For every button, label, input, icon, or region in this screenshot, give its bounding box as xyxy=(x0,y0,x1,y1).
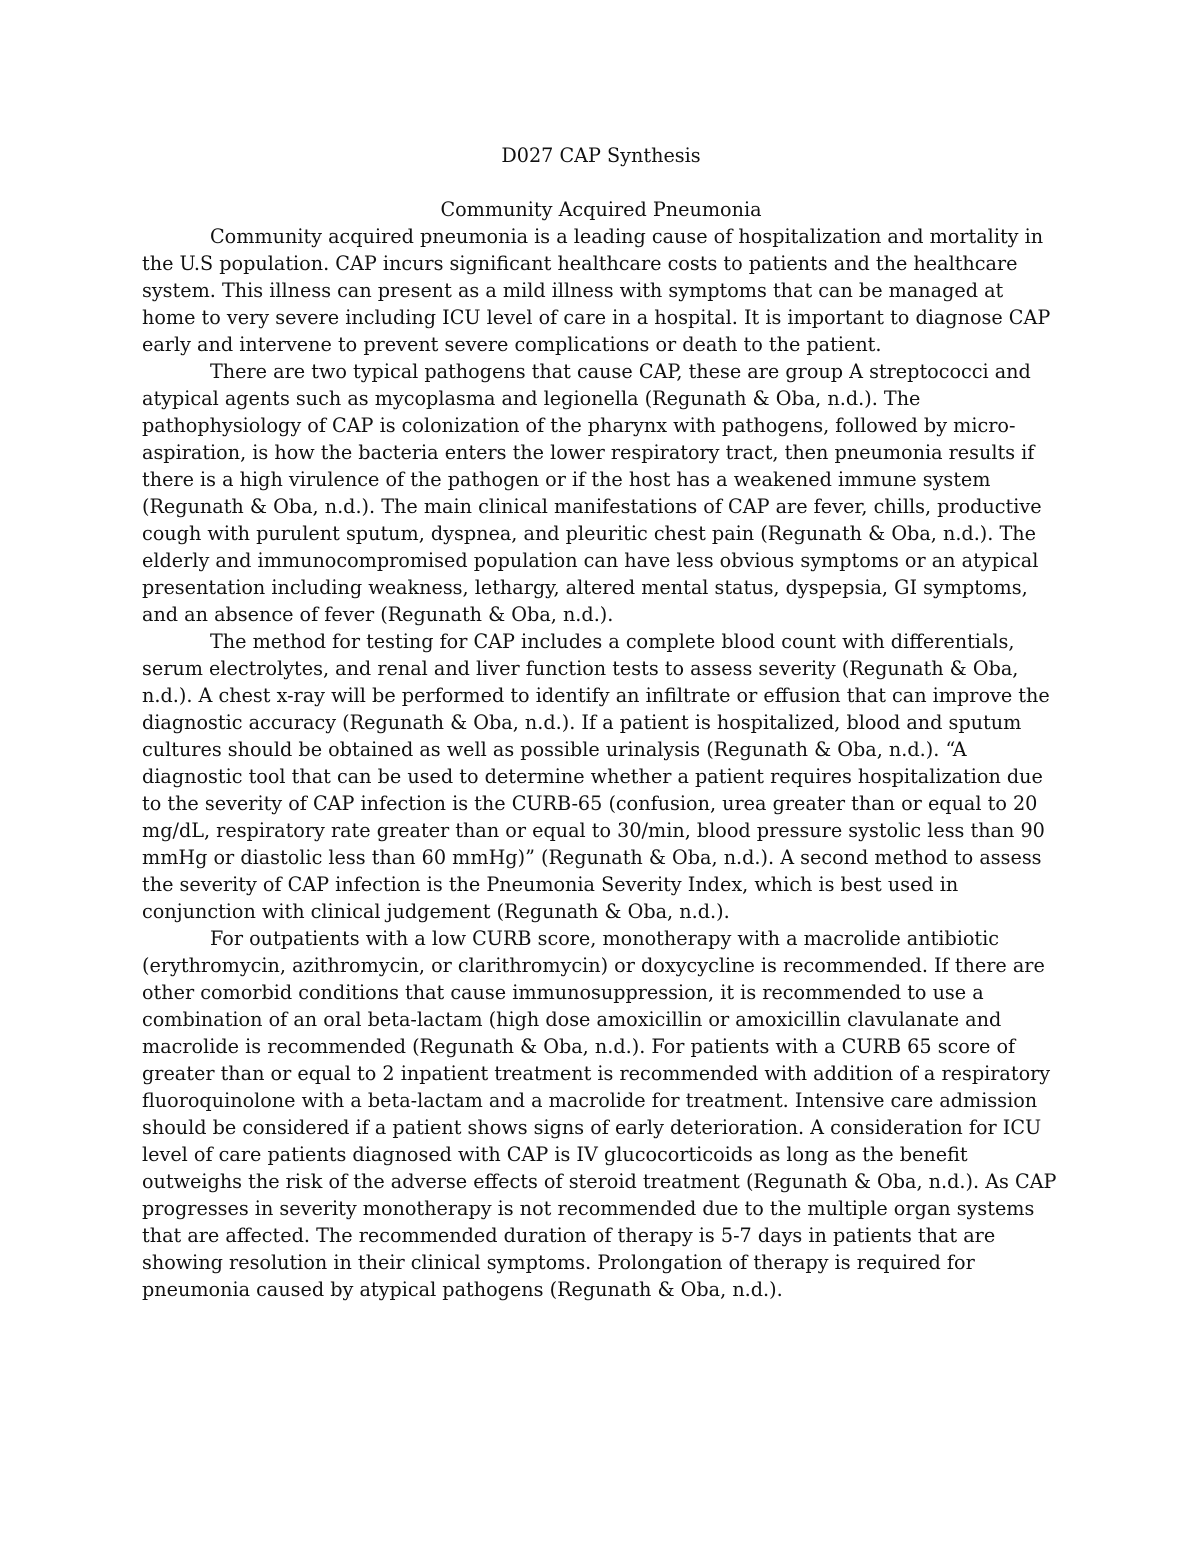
paragraph-introduction: Community acquired pneumonia is a leading cause of hospitalization and mortality in the U.S population. CAP incurs significant healthcare costs to patients and the healthcare system. This illness can present as a mild illness with symptoms that can be managed at home to very severe including ICU level of care in a hospital. It is important to diagnose CAP early and intervene to prevent severe complications or death to the patient. xyxy=(142,225,1051,356)
document-body xyxy=(142,142,1060,1303)
paragraph-treatment: For outpatients with a low CURB score, monotherapy with a macrolide antibiotic (erythromycin, azithromycin, or clarithromycin) or doxycycline is recommended. If there are other comorbid conditions that cause immunosuppression, it is recommended to use a combination of an oral beta-lactam (high dose amoxicillin or amoxicillin clavulanate and macrolide is recommended (Regunath & Oba, n.d.). For patients with a CURB 65 score of greater than or equal to 2 inpatient treatment is recommended with addition of a respiratory fluoroquinolone with a beta-lactam and a macrolide for treatment. Intensive care admission should be considered if a patient shows signs of early deterioration. A consideration for ICU level of care patients diagnosed with CAP is IV glucocorticoids as long as the benefit outweighs the risk of the adverse effects of steroid treatment (Regunath & Oba, n.d.). As CAP progresses in severity monotherapy is not recommended due to the multiple organ systems that are affected. The recommended duration of therapy is 5-7 days in patients that are showing resolution in their clinical symptoms. Prolongation of therapy is required for pneumonia caused by atypical pathogens (Regunath & Oba, n.d.). xyxy=(142,927,1057,1301)
section-heading: Community Acquired Pneumonia xyxy=(440,198,762,221)
paragraph-diagnostics: The method for testing for CAP includes a complete blood count with differentials, serum electrolytes, and renal and liver function tests to assess severity (Regunath & Oba, n.d.). A chest x-ray will be performed to identify an infiltrate or effusion that can improve the diagnostic accuracy (Regunath & Oba, n.d.). If a patient is hospitalized, blood and sputum cultures should be obtained as well as possible urinalysis (Regunath & Oba, n.d.). “A diagnostic tool that can be used to determine whether a patient requires hospitalization due to the severity of CAP infection is the CURB-65 (confusion, urea greater than or equal to 20 mg/dL, respiratory rate greater than or equal to 30/min, blood pressure systolic less than 90 mmHg or diastolic less than 60 mmHg)” (Regunath & Oba, n.d.). A second method to assess the severity of CAP infection is the Pneumonia Severity Index, which is best used in conjunction with clinical judgement (Regunath & Oba, n.d.). xyxy=(142,630,1050,923)
document-title: D027 CAP Synthesis xyxy=(501,144,701,167)
paragraph-pathophysiology: There are two typical pathogens that cause CAP, these are group A streptococci and atypical agents such as mycoplasma and legionella (Regunath & Oba, n.d.). The pathophysiology of CAP is colonization of the pharynx with pathogens, followed by micro-aspiration, is how the bacteria enters the lower respiratory tract, then pneumonia results if there is a high virulence of the pathogen or if the host has a weakened immune system (Regunath & Oba, n.d.). The main clinical manifestations of CAP are fever, chills, productive cough with purulent sputum, dyspnea, and pleuritic chest pain (Regunath & Oba, n.d.). The elderly and immunocompromised population can have less obvious symptoms or an atypical presentation including weakness, lethargy, altered mental status, dyspepsia, GI symptoms, and an absence of fever (Regunath & Oba, n.d.). xyxy=(142,360,1042,626)
